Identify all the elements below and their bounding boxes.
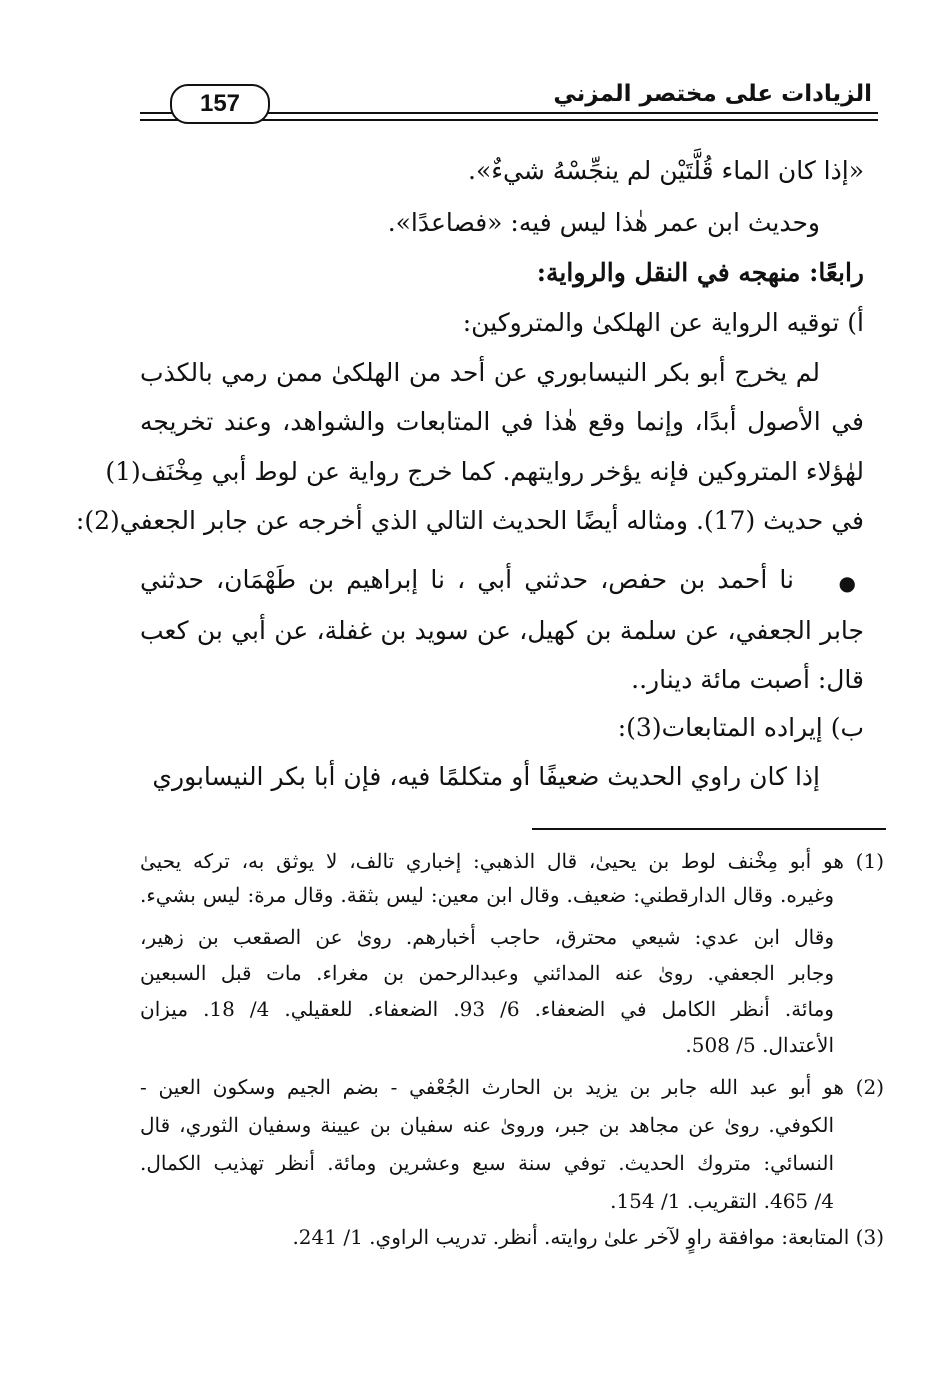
footnote-line: (3) المتابعة: موافقة راوٍ لآخر علىٰ روايته. أنظر. تدريب الراوي. 1/ 241. [292, 1225, 884, 1249]
text-line: في حديث (17). ومثاله أيضًا الحديث التالي الذي أخرجه عن جابر الجعفي(2): [75, 506, 864, 535]
text-line: لهٰؤلاء المتروكين فإنه يؤخر روايتهم. كما خرج رواية عن لوط أبي مِخْنَف(1) [105, 457, 864, 486]
footnote-line: وقال ابن عدي: شيعي محترق، حاجب أخبارهم. روىٰ عن الصقعب بن زهير، [140, 925, 834, 949]
footnote-line: وغيره. وقال الدارقطني: ضعيف. وقال ابن معين: ليس بثقة. وقال مرة: ليس بشيء. [140, 883, 834, 907]
footnote-separator [532, 828, 886, 830]
footnote-line: وجابر الجعفي. روىٰ عنه المدائني وعبدالرحمن بن مغراء. مات قبل السبعين [140, 961, 834, 985]
text-line: لم يخرج أبو بكر النيسابوري عن أحد من الهلكىٰ ممن رمي بالكذب [140, 358, 820, 387]
running-header [140, 78, 878, 124]
subsection-heading: أ) توقيه الرواية عن الهلكىٰ والمتروكين: [462, 308, 864, 337]
book-title: الزيادات على مختصر المزني [553, 81, 872, 107]
footnote-line: النسائي: متروك الحديث. توفي سنة سبع وعشرين ومائة. أنظر تهذيب الكمال. [140, 1151, 834, 1175]
text-line: جابر الجعفي، عن سلمة بن كهيل، عن سويد بن غفلة، عن أبي بن كعب [140, 616, 864, 645]
footnote-line: (2) هو أبو عبد الله جابر بن يزيد بن الحارث الجُعْفي - بضم الجيم وسكون العين - [140, 1075, 884, 1099]
text-line: نا أحمد بن حفص، حدثني أبي ، نا إبراهيم بن طَهْمَان، حدثني [140, 565, 794, 594]
text-line: «إذا كان الماء قُلَّتَيْن لم ينجِّسْهُ شيءٌ». [468, 156, 864, 185]
subsection-heading: ب) إيراده المتابعات(3): [617, 713, 864, 742]
text-line: قال: أصبت مائة دينار.. [631, 665, 864, 694]
text-line: إذا كان راوي الحديث ضعيفًا أو متكلمًا فيه، فإن أبا بكر النيسابوري [152, 762, 820, 791]
section-heading: رابعًا: منهجه في النقل والرواية: [536, 258, 864, 287]
page-number: 157 [170, 84, 270, 124]
text-line: في الأصول أبدًا، وإنما وقع هٰذا في المتابعات والشواهد، وعند تخريجه [140, 407, 864, 436]
footnote-line: 4/ 465. التقريب. 1/ 154. [610, 1189, 834, 1213]
bullet-icon: ● [838, 571, 856, 595]
footnote-line: (1) هو أبو مِخْنف لوط بن يحيىٰ، قال الذهبي: إخباري تالف، لا يوثق به، تركه يحيىٰ [140, 849, 884, 873]
text-line: وحديث ابن عمر هٰذا ليس فيه: «فصاعدًا». [387, 208, 820, 237]
footnote-line: الكوفي. روىٰ عن مجاهد بن جبر، ورویٰ عنه سفيان بن عيينة وسفيان الثوري، قال [140, 1113, 834, 1137]
footnote-line: ومائة. أنظر الكامل في الضعفاء. 6/ 93. الضعفاء. للعقيلي. 4/ 18. ميزان [140, 997, 834, 1021]
footnote-line: الأعتدال. 5/ 508. [685, 1033, 834, 1057]
